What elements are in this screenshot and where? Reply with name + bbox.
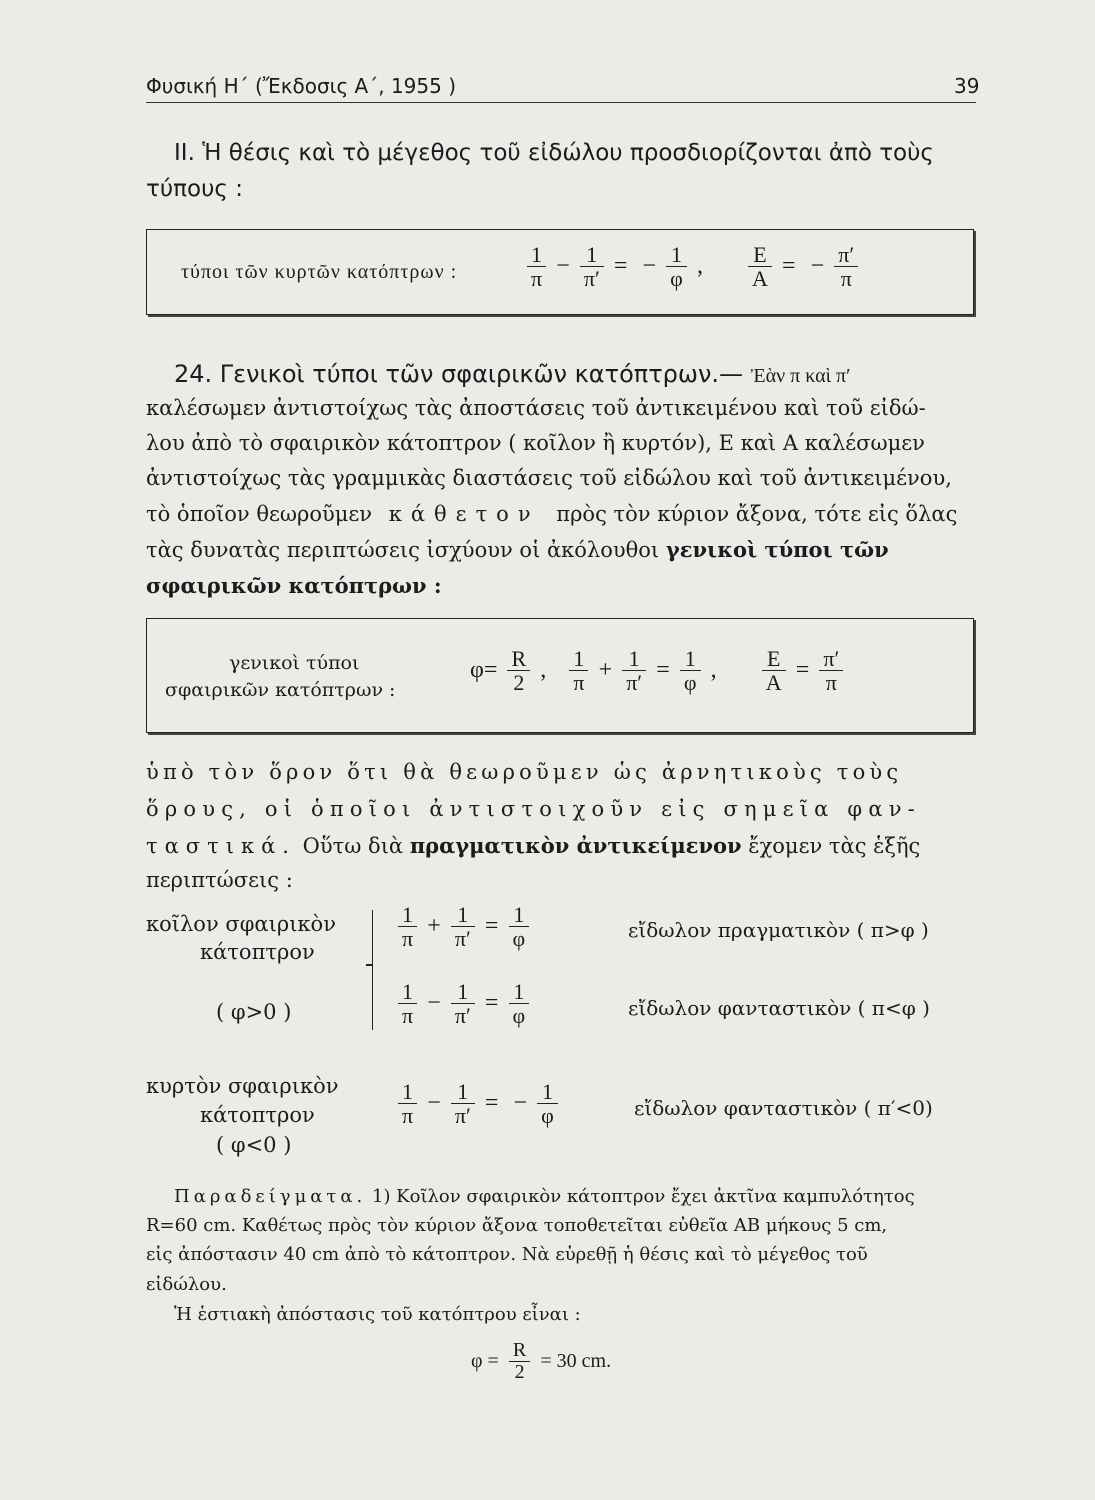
condition-line3: ταστικά. Οὕτω διὰ πραγματικὸν ἀντικείμενον ἔχομεν τὰς ἑξῆς (146, 833, 921, 858)
examples-label: Παραδείγματα. (174, 1186, 367, 1207)
frac-pi-prime-over-pi: $\frac{\pi'}{\pi}$ (834, 243, 858, 290)
convex-label-1: κυρτὸν σφαιρικὸν (146, 1074, 339, 1098)
brace-tip (366, 964, 372, 966)
frac-1-over-pi-prime: $\frac{1}{\pi'}$ (580, 243, 604, 290)
section-ii-line1: ΙΙ. Ἡ θέσις καὶ τὸ μέγεθος τοῦ εἰδώλου προσδιορίζονται ἀπὸ τοὺς (174, 140, 934, 166)
section-ii-line2: τύπους : (146, 176, 243, 202)
case-virtual1-formula: $\frac{1}{\pi}$ − $\frac{1}{\pi'}$ = $\frac{1}{\varphi}$ (398, 980, 529, 1027)
general-formulas-box (146, 618, 974, 733)
convex-condition: ( φ<0 ) (216, 1133, 292, 1157)
convex-formula: $\frac{1}{\pi}$ − $\frac{1}{\pi'}$ = − $\frac{1}{\varphi}$ , $\frac{E}{A}$ = − $\frac{\pi'}{\pi}$ (527, 243, 858, 290)
header-rule (146, 102, 976, 103)
concave-brace (372, 910, 373, 1030)
convex-formulas-label: τύποι τῶν κυρτῶν κατόπτρων : (181, 261, 458, 283)
examples-line3: εἰς ἀπόστασιν 40 cm ἀπὸ τὸ κάτοπτρον. Νὰ εὑρεθῇ ἡ θέσις καὶ τὸ μέγεθος τοῦ (146, 1244, 868, 1265)
page-number: 39 (954, 74, 980, 98)
general-formula: φ= $\frac{R}{2}$ , $\frac{1}{\pi}$ + $\frac{1}{\pi'}$ = $\frac{1}{\varphi}$ , $\frac{E}{A}$ = $\frac{\pi'}{\pi}$ (465, 647, 843, 694)
general-label-1: γενικοὶ τύποι (229, 652, 360, 674)
running-header (146, 74, 456, 98)
frac-1-over-pi: $\frac{1}{\pi}$ (527, 243, 546, 290)
frac-1-over-phi: $\frac{1}{\varphi}$ (666, 243, 687, 290)
section24-heading: 24. Γενικοὶ τύποι τῶν σφαιρικῶν κατόπτρων.— (174, 360, 751, 388)
section24-line3: ἀντιστοίχως τὰς γραμμικὰς διαστάσεις τοῦ εἰδώλου καὶ τοῦ ἀντικειμένου, (146, 466, 952, 490)
case-real-formula: $\frac{1}{\pi}$ + $\frac{1}{\pi'}$ = $\frac{1}{\varphi}$ (398, 903, 529, 950)
examples-line2: R=60 cm. Καθέτως πρὸς τὸν κύριον ἄξονα τοποθετεῖται εὐθεῖα ΑΒ μήκους 5 cm, (146, 1215, 888, 1236)
examples-line4: εἰδώλου. (146, 1274, 227, 1295)
convex-formulas-box (146, 229, 974, 315)
section24-line6: σφαιρικῶν κατόπτρων : (146, 573, 442, 598)
concave-label-2: κάτοπτρον (200, 940, 315, 964)
frac-R-over-2: $\frac{R}{2}$ (507, 647, 530, 694)
condition-line2: ὅρους, οἱ ὁποῖοι ἀντιστοιχοῦν εἰς σημεῖα φαν- (146, 797, 921, 821)
examples-line1: Παραδείγματα. 1) Κοῖλον σφαιρικὸν κάτοπτρον ἔχει ἀκτῖνα καμπυλότητος (174, 1186, 915, 1207)
section24-line1: καλέσωμεν ἀντιστοίχως τὰς ἀποστάσεις τοῦ ἀντικειμένου καὶ τοῦ εἰδώ- (146, 396, 926, 420)
kathetos-spaced: κάθετον (388, 502, 540, 526)
concave-condition: ( φ>0 ) (216, 1000, 292, 1024)
condition-line1: ὑπὸ τὸν ὅρον ὅτι θὰ θεωροῦμεν ὡς ἀρνητικοὺς τοὺς (146, 760, 903, 784)
result-real: εἴδωλον πραγματικὸν ( π>φ ) (628, 918, 929, 942)
concave-label-1: κοῖλον σφαιρικὸν (146, 912, 336, 936)
section24-line5: τὰς δυνατὰς περιπτώσεις ἰσχύουν οἱ ἀκόλουθοι γενικοὶ τύποι τῶν (146, 537, 889, 562)
focal-length-formula: φ = $\frac{R}{2}$ = 30 cm. (471, 1339, 612, 1383)
convex-label-2: κάτοπτρον (200, 1103, 315, 1127)
result-virtual2: εἴδωλον φανταστικὸν ( π′<0) (634, 1096, 933, 1120)
section24-heading-line: 24. Γενικοὶ τύποι τῶν σφαιρικῶν κατόπτρων.— Ἐὰν π καὶ π′ (174, 360, 851, 388)
result-virtual1: εἴδωλον φανταστικὸν ( π<φ ) (628, 996, 930, 1020)
section24-line2: λου ἀπὸ τὸ σφαιρικὸν κάτοπτρον ( κοῖλον ἢ κυρτόν), Ε καὶ Α καλέσωμεν (146, 431, 925, 455)
examples-line5: Ἡ ἑστιακὴ ἀπόστασις τοῦ κατόπτρου εἶναι : (174, 1304, 581, 1325)
condition-line4: περιπτώσεις : (146, 868, 293, 892)
frac-E-over-A: $\frac{E}{A}$ (748, 243, 772, 290)
header-title: Φυσική Η΄ (Ἔκδοσις Α΄, 1955 ) (146, 74, 456, 98)
general-label-2: σφαιρικῶν κατόπτρων : (165, 679, 396, 701)
case-virtual2-formula: $\frac{1}{\pi}$ − $\frac{1}{\pi'}$ = − $\frac{1}{\varphi}$ (398, 1080, 558, 1127)
section24-line4: τὸ ὁποῖον θεωροῦμεν κάθετον πρὸς τὸν κύριον ἄξονα, τότε εἰς ὅλας (146, 502, 958, 526)
